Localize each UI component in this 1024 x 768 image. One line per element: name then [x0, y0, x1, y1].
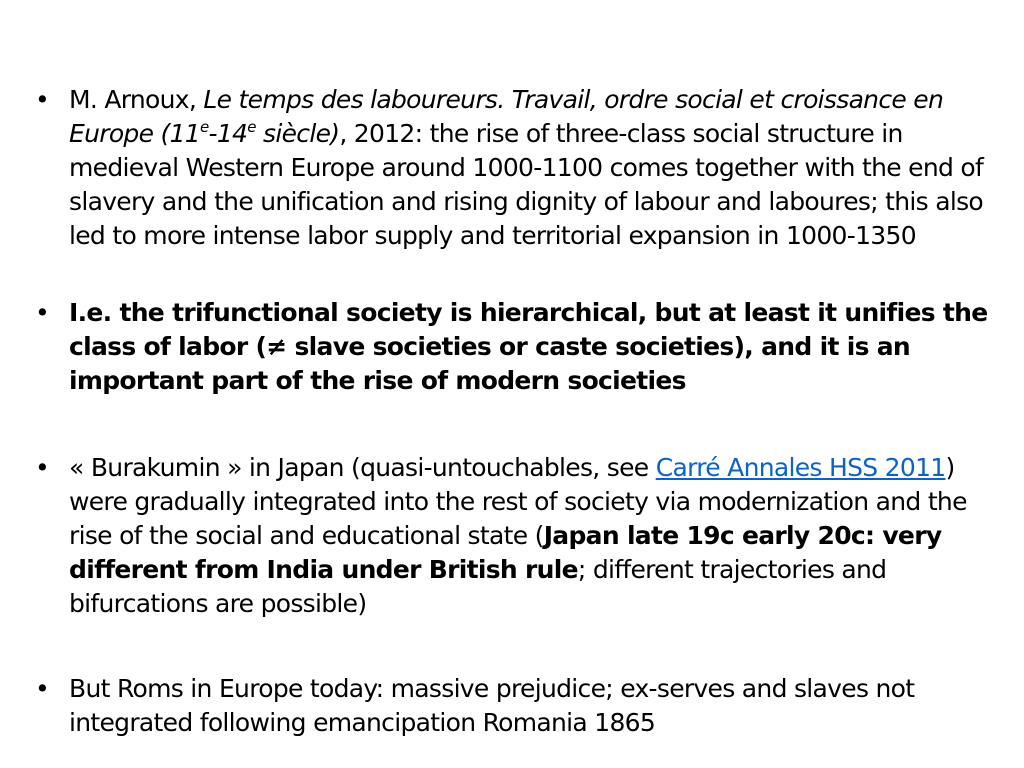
bullet-text: « Burakumin » in Japan (quasi-untouchables, see Carré Annales HSS 2011) were gradually integrated into the rest of society via modernization and the rise of the social and educational state (Japan late 19c early 20c: very different from India under British rule; different trajectories and bifurcations are possible)	[69, 453, 967, 618]
carre-annales-link[interactable]: Carré Annales HSS 2011	[655, 453, 946, 482]
bullet-rest: , 2012: the rise of three-class social structure in medieval Western Europe around 1000-1100 comes together with the end of slavery and the unification and rising dignity of labour and laboures; this also led to more intense labor supply and territorial expansion in 1000-1350	[69, 119, 984, 250]
superscript-e: e	[247, 117, 256, 136]
bullet-icon: •	[35, 85, 50, 114]
bullet-text: I.e. the trifunctional society is hierarchical, but at least it unifies the class of labor (≠ slave societies or caste societies), and it is an important part of the rise of modern societies	[69, 298, 988, 395]
bullet-trifunctional	[35, 296, 995, 398]
bullet-icon: •	[35, 674, 50, 703]
bullet-icon: •	[35, 453, 50, 482]
bold-phrase: Japan late 19c early 20c: very different from India under British rule	[69, 521, 942, 584]
author-name: M. Arnoux,	[69, 85, 204, 114]
bullet-icon: •	[35, 298, 50, 327]
bullet-burakumin	[35, 451, 995, 621]
book-title: Le temps des laboureurs. Travail, ordre social et croissance en Europe (11e-14e siècle)	[69, 85, 944, 148]
bullet-arnoux	[35, 83, 995, 253]
bullet-text: But Roms in Europe today: massive prejudice; ex-serves and slaves not integrated following emancipation Romania 1865	[69, 674, 915, 737]
bullet-roms	[35, 672, 995, 740]
bullet-text	[69, 83, 995, 253]
superscript-e: e	[199, 117, 209, 136]
